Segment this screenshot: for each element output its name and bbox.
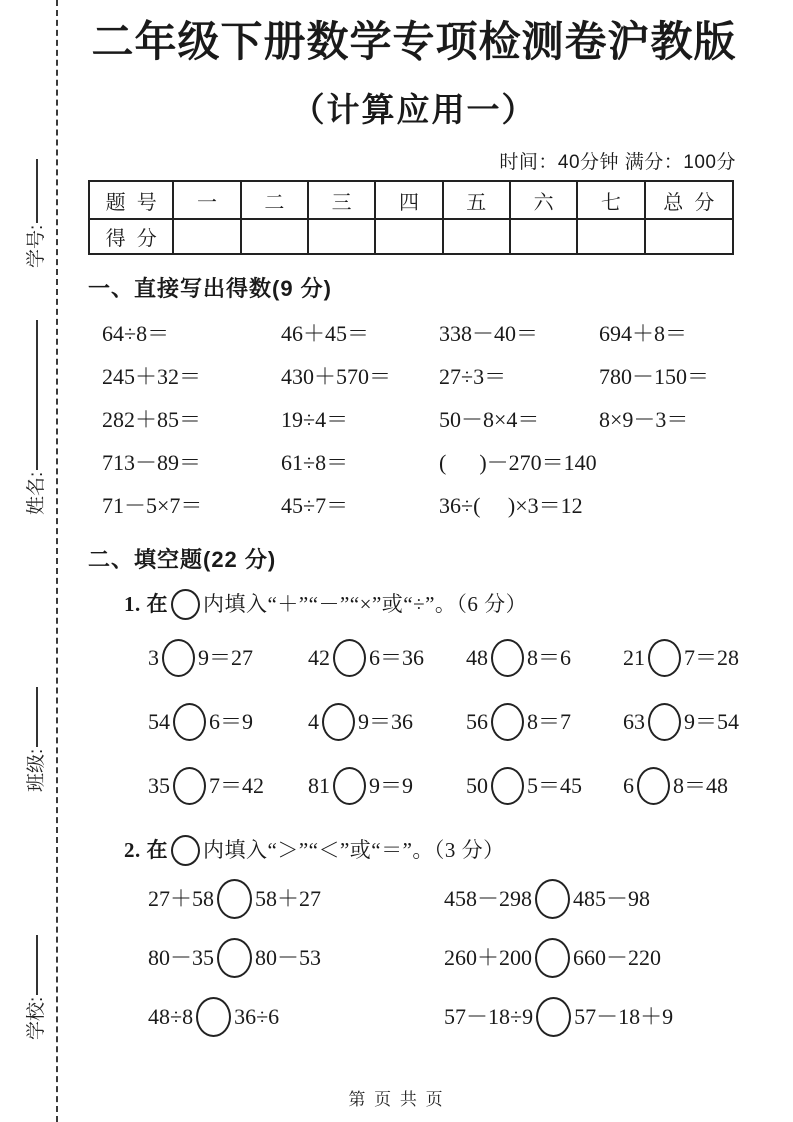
expression-left: 458－298 [444,886,533,912]
math-expression: 61÷8＝ [281,450,349,476]
expression-right: 57－18＋9 [574,1004,674,1030]
header-cell: 四 [375,181,442,219]
section-one-problems [88,311,740,526]
fill-operator-item [466,767,623,809]
fill-operator-item [466,639,623,681]
question-1-problems [88,628,740,820]
expression-right: 5＝45 [527,773,583,799]
expression-right: 485－98 [573,886,651,912]
operator-circle-icon [333,639,366,677]
expression-right: 58＋27 [255,886,322,912]
header-cell: 一 [173,181,240,219]
expression-left: 48 [466,645,488,671]
header-cell: 三 [308,181,375,219]
problem-row [88,440,740,483]
expression-left: 42 [308,645,330,671]
expression-left: 63 [623,709,645,735]
comparison-circle-icon [217,879,252,919]
math-expression: 27÷3＝ [439,364,507,390]
operator-circle-icon [491,767,524,805]
expression-right: 80－53 [255,945,322,971]
fill-operator-item [148,639,308,681]
expression-left: 57－18÷9 [444,1004,534,1030]
expression-right: 6＝9 [209,709,254,735]
math-expression: 780－150＝ [599,364,710,390]
problem-row [88,483,740,526]
fill-operator-item [308,639,466,681]
expression-right: 660－220 [573,945,662,971]
operator-circle-icon [173,767,206,805]
header-cell: 总 分 [645,181,733,219]
exam-content [88,18,740,1049]
math-expression: 71－5×7＝ [102,493,203,519]
score-table-score-row [89,219,733,254]
fill-operator-item [308,767,466,809]
fill-operator-item [148,767,308,809]
score-cell [375,219,442,254]
problem-row [88,692,740,756]
student-field-name [24,320,50,515]
header-cell: 题 号 [89,181,173,219]
expression-right: 9＝27 [198,645,254,671]
fill-operator-item [623,767,740,809]
score-cell [510,219,577,254]
score-cell [241,219,308,254]
page-subtitle: （计算应用一） [291,91,537,129]
fill-in-line [32,935,38,995]
math-expression: 282＋85＝ [102,407,202,433]
score-cell [577,219,644,254]
operator-circle-icon [648,639,681,677]
question-2-heading [88,834,740,870]
problem-row [88,931,740,990]
expression-right: 36÷6 [234,1004,280,1030]
expression-left: 21 [623,645,645,671]
math-expression: ( )－270＝140 [439,450,597,476]
operator-circle-icon [173,703,206,741]
operator-circle-icon [162,639,195,677]
comparison-item [148,997,444,1041]
expression-right: 8＝6 [527,645,572,671]
score-table [88,180,734,255]
math-expression: 19÷4＝ [281,407,349,433]
problem-row [88,311,740,354]
student-field-number [24,159,50,268]
expression-right: 9＝9 [369,773,414,799]
math-expression: 245＋32＝ [102,364,202,390]
problem-row [88,872,740,931]
math-expression: 46＋45＝ [281,321,370,347]
score-cell [443,219,510,254]
header-cell: 六 [510,181,577,219]
student-field-label: 学校: [26,996,47,1040]
comparison-circle-icon [535,938,570,978]
score-cell [308,219,375,254]
problem-row [88,354,740,397]
operator-circle-icon [491,703,524,741]
expression-left: 54 [148,709,170,735]
expression-left: 4 [308,709,319,735]
question-text: 2. 在 [124,837,168,862]
student-field-class [24,687,50,792]
comparison-item [444,997,740,1041]
operator-circle-icon [648,703,681,741]
expression-left: 48÷8 [148,1004,194,1030]
page-footer: 第 页 共 页 [348,1090,445,1109]
fill-in-line [32,159,38,223]
operator-circle-icon [171,589,200,620]
comparison-circle-icon [535,879,570,919]
score-cell [645,219,733,254]
expression-right: 8＝48 [673,773,729,799]
exam-meta: 时间：40分钟 满分：100分 [499,152,736,174]
operator-circle-icon [322,703,355,741]
math-expression: 64÷8＝ [102,321,170,347]
header-cell: 七 [577,181,644,219]
problem-row [88,990,740,1049]
fill-operator-item [148,703,308,745]
comparison-circle-icon [171,835,200,866]
expression-right: 7＝28 [684,645,740,671]
math-expression: 45÷7＝ [281,493,349,519]
comparison-circle-icon [536,997,571,1037]
fill-operator-item [623,639,740,681]
section-one-heading: 一、直接写出得数(9 分) [88,276,333,302]
operator-circle-icon [637,767,670,805]
fill-operator-item [308,703,466,745]
student-field-label: 班级: [26,748,47,792]
expression-right: 6＝36 [369,645,425,671]
question-text: 内填入“＞”“＜”或“＝”。（3 分） [203,837,505,862]
score-row-label: 得 分 [89,219,173,254]
expression-left: 27＋58 [148,886,215,912]
score-cell [173,219,240,254]
section-two-heading: 二、填空题(22 分) [88,547,277,573]
math-expression: 430＋570＝ [281,364,392,390]
header-cell: 二 [241,181,308,219]
math-expression: 36÷( )×3＝12 [439,493,583,519]
question-1-heading [88,588,740,624]
expression-left: 81 [308,773,330,799]
student-field-label: 姓名: [26,471,47,515]
math-expression: 694＋8＝ [599,321,688,347]
comparison-circle-icon [217,938,252,978]
problem-row [88,628,740,692]
expression-left: 6 [623,773,634,799]
fill-in-line [32,687,38,747]
comparison-item [148,879,444,923]
expression-left: 260＋200 [444,945,533,971]
math-expression: 8×9－3＝ [599,407,689,433]
header-cell: 五 [443,181,510,219]
operator-circle-icon [491,639,524,677]
problem-row [88,397,740,440]
question-text: 1. 在 [124,592,168,617]
expression-left: 56 [466,709,488,735]
expression-right: 8＝7 [527,709,572,735]
fill-operator-item [466,703,623,745]
expression-left: 50 [466,773,488,799]
expression-left: 35 [148,773,170,799]
expression-left: 80－35 [148,945,215,971]
math-expression: 50－8×4＝ [439,407,540,433]
fill-in-line [32,320,38,470]
student-field-label: 学号: [26,224,47,268]
comparison-item [444,879,740,923]
operator-circle-icon [333,767,366,805]
score-table-header-row [89,181,733,219]
comparison-circle-icon [196,997,231,1037]
question-text: 内填入“＋”“－”“×”或“÷”。（6 分） [203,592,528,617]
math-expression: 338－40＝ [439,321,539,347]
problem-row [88,756,740,820]
expression-right: 7＝42 [209,773,265,799]
expression-right: 9＝36 [358,709,414,735]
expression-left: 3 [148,645,159,671]
fill-operator-item [623,703,740,745]
comparison-item [148,938,444,982]
page-title: 二年级下册数学专项检测卷沪教版 [91,18,737,65]
fold-dashed-line [56,0,58,1122]
comparison-item [444,938,740,982]
question-2-problems [88,872,740,1049]
math-expression: 713－89＝ [102,450,202,476]
expression-right: 9＝54 [684,709,740,735]
student-field-school [24,935,50,1040]
